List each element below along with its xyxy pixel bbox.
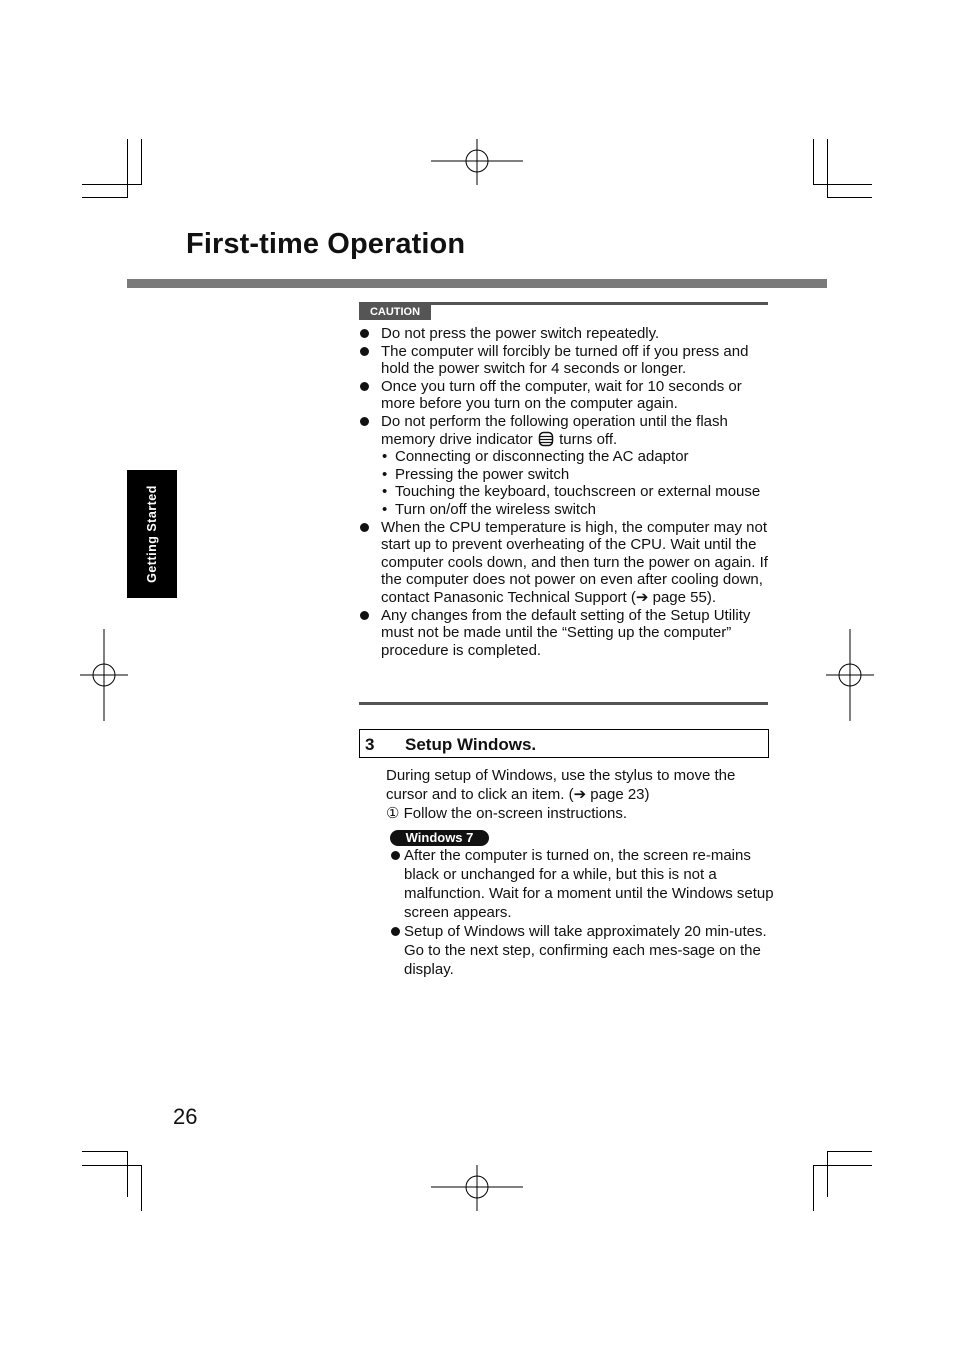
small-bullet-icon: •	[382, 483, 388, 501]
caution-subitem-text: Turn on/off the wireless switch	[395, 500, 596, 518]
caution-item	[359, 343, 771, 378]
caution-subitem	[381, 466, 771, 484]
bullet-icon	[360, 417, 369, 426]
crop-mark	[82, 184, 142, 185]
caution-sublist	[381, 448, 771, 518]
registration-mark-icon	[826, 629, 874, 721]
windows-note	[390, 922, 775, 979]
windows-7-badge: Windows 7	[390, 830, 489, 846]
crop-mark	[82, 197, 128, 198]
page-number: 26	[173, 1104, 198, 1129]
caution-subitem	[381, 448, 771, 466]
caution-item-text: Once you turn off the computer, wait for 10 seconds or more before you turn on the computer again.	[381, 377, 742, 413]
page-title: First-time Operation	[186, 228, 466, 260]
crop-mark	[813, 139, 814, 185]
bullet-icon	[360, 523, 369, 532]
step-description	[386, 766, 771, 823]
step-instruction-line: ① Follow the on-screen instructions.	[386, 805, 628, 822]
crop-mark	[827, 1151, 872, 1152]
crop-mark	[827, 139, 828, 198]
caution-subitem-text: Touching the keyboard, touchscreen or external mouse	[395, 483, 761, 501]
crop-mark	[127, 1151, 128, 1197]
bullet-icon	[360, 611, 369, 620]
windows-note	[390, 846, 775, 922]
bullet-icon	[391, 927, 400, 936]
small-bullet-icon: •	[382, 448, 388, 466]
small-bullet-icon: •	[382, 465, 388, 483]
crop-mark	[82, 1165, 142, 1166]
caution-item-text: Any changes from the default setting of the Setup Utility must not be made until the “Setting up the computer” procedure is completed.	[381, 606, 751, 659]
caution-item-text: The computer will forcibly be turned off if you press and hold the power switch for 4 seconds or longer.	[381, 342, 749, 378]
registration-mark-icon	[431, 139, 523, 185]
step-heading-box	[359, 729, 769, 758]
caution-list	[359, 325, 771, 659]
caution-subitem	[381, 483, 771, 501]
caution-label: CAUTION	[359, 305, 431, 320]
caution-subitem-text: Pressing the power switch	[395, 465, 570, 483]
step-description-line: During setup of Windows, use the stylus to move the cursor and to click an item. (➔ page 23)	[386, 767, 736, 803]
crop-mark	[813, 184, 872, 185]
side-section-tab-label: Getting Started	[145, 485, 159, 583]
crop-mark	[813, 1165, 872, 1166]
crop-mark	[127, 139, 128, 198]
caution-subitem	[381, 501, 771, 519]
small-bullet-icon: •	[382, 500, 388, 518]
caution-item-text: When the CPU temperature is high, the computer may not start up to prevent overheating of the CPU. Wait until the computer cools down, and then turn the power on again. If the computer does not power on even after cooling down, contact Panasonic Technical Support (➔ page 55).	[381, 518, 768, 606]
crop-mark	[141, 1165, 142, 1211]
registration-mark-icon	[80, 629, 128, 721]
caution-item	[359, 413, 771, 519]
crop-mark	[141, 139, 142, 185]
side-section-tab	[127, 470, 177, 598]
caution-item	[359, 378, 771, 413]
caution-item	[359, 325, 771, 343]
registration-mark-icon	[431, 1165, 523, 1211]
step-number: 3	[365, 735, 375, 754]
windows-note-text: After the computer is turned on, the screen re-mains black or unchanged for a while, but this is not a malfunction. Wait for a moment until the Windows setup screen appears.	[404, 847, 774, 921]
title-underline-bar	[127, 279, 827, 288]
caution-bottom-rule	[359, 702, 768, 705]
caution-item-text: Do not perform the following operation until the flash memory drive indicator	[381, 412, 728, 448]
caution-item-text: Do not press the power switch repeatedly.	[381, 325, 660, 342]
caution-item	[359, 519, 771, 607]
caution-item	[359, 607, 771, 660]
crop-mark	[813, 1165, 814, 1211]
flash-memory-drive-icon	[538, 431, 554, 447]
crop-mark	[82, 1151, 128, 1152]
windows-note-text: Setup of Windows will take approximately 20 min-utes. Go to the next step, confirming each mes-sage on the display.	[404, 923, 767, 978]
bullet-icon	[391, 851, 400, 860]
bullet-icon	[360, 347, 369, 356]
caution-item-text: turns off.	[559, 430, 618, 448]
crop-mark	[827, 1151, 828, 1197]
bullet-icon	[360, 382, 369, 391]
windows-notes-list	[390, 846, 775, 979]
caution-subitem-text: Connecting or disconnecting the AC adaptor	[395, 448, 689, 466]
bullet-icon	[360, 329, 369, 338]
step-title: Setup Windows.	[405, 735, 537, 754]
crop-mark	[827, 197, 872, 198]
